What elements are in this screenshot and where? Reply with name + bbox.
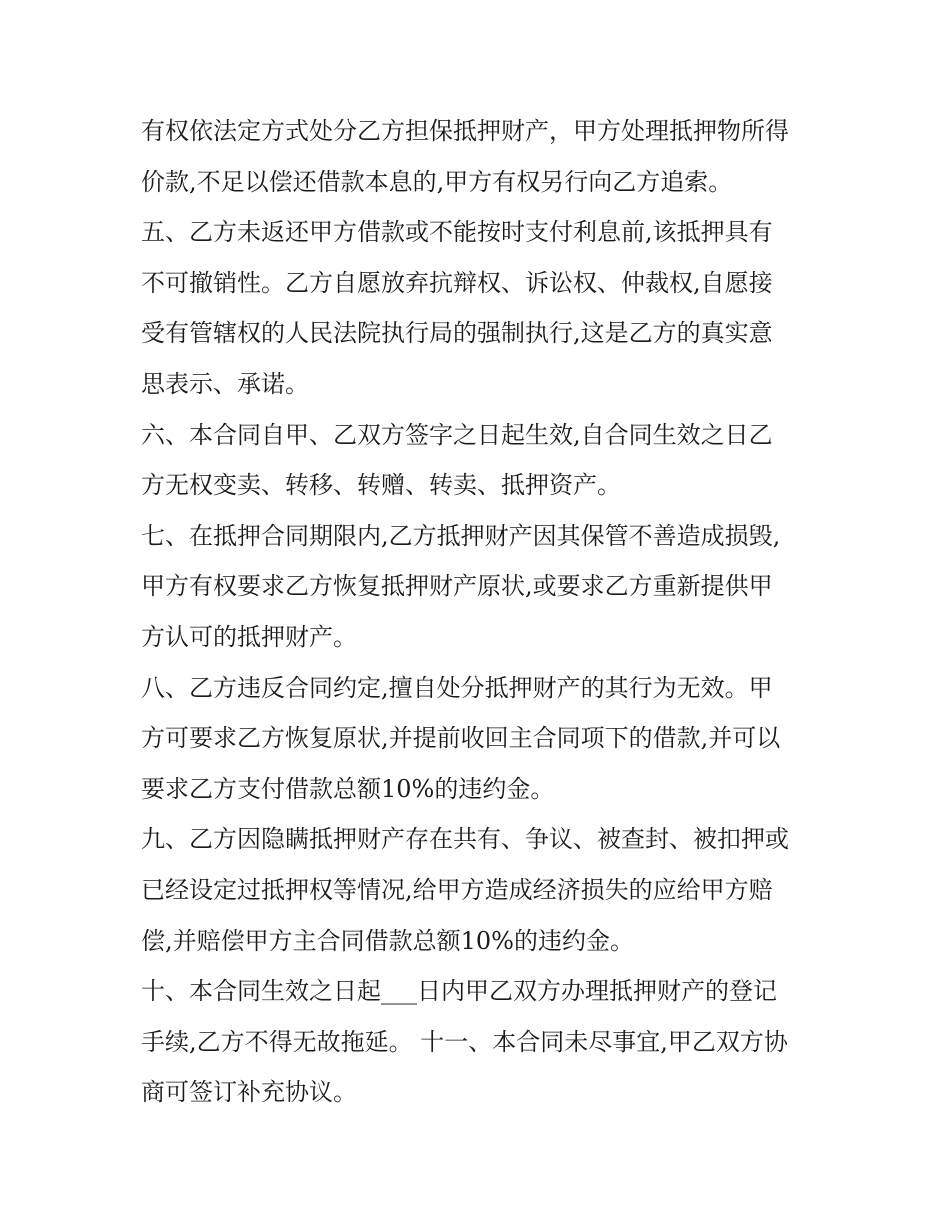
clause-6: [141, 410, 821, 511]
document-body: [141, 106, 821, 1118]
text-line: 七、在抵押合同期限内,乙方抵押财产因其保管不善造成损毁,: [141, 521, 781, 550]
text-line: 方可要求乙方恢复原状,并提前收回主合同项下的借款,并可以: [141, 724, 781, 753]
text-line: 方认可的抵押财产。: [141, 622, 357, 651]
clause-5: [141, 207, 821, 409]
clause-10-11: [141, 966, 821, 1118]
clause-9: [141, 814, 821, 966]
text-line: 方无权变卖、转移、转赠、转卖、抵押资产。: [141, 471, 621, 500]
paragraph-disposal-rights: [141, 106, 821, 207]
text-line: 甲方有权要求乙方恢复抵押财产原状,或要求乙方重新提供甲: [141, 572, 773, 601]
clause-7: [141, 511, 821, 663]
text-line: 六、本合同自甲、乙双方签字之日起生效,自合同生效之日乙: [141, 420, 773, 449]
text-line: 不可撤销性。乙方自愿放弃抗辩权、诉讼权、仲裁权,自愿接: [141, 268, 773, 297]
text-line: 受有管辖权的人民法院执行局的强制执行,这是乙方的真实意: [141, 319, 773, 348]
text-line: 商可签订补充协议。: [141, 1078, 357, 1107]
text-line: 八、乙方违反合同约定,擅自处分抵押财产的其行为无效。甲: [141, 673, 773, 702]
text-line: 手续,乙方不得无故拖延。 十一、本合同未尽事宜,甲乙双方协: [141, 1027, 788, 1056]
text-line: 价款,不足以偿还借款本息的,甲方有权另行向乙方追索。: [141, 167, 733, 196]
text-line: 五、乙方未返还甲方借款或不能按时支付利息前,该抵押具有: [141, 218, 773, 247]
clause-8: [141, 663, 821, 815]
text-line: 已经设定过抵押权等情况,给甲方造成经济损失的应给甲方赔: [141, 875, 773, 904]
text-line: 九、乙方因隐瞒抵押财产存在共有、争议、被查封、被扣押或: [141, 825, 789, 854]
text-line: 偿,并赔偿甲方主合同借款总额10%的违约金。: [141, 926, 634, 955]
text-line: 有权依法定方式处分乙方担保抵押财产，甲方处理抵押物所得: [141, 117, 789, 145]
text-line: 要求乙方支付借款总额10%的违约金。: [141, 774, 555, 803]
text-line: 十、本合同生效之日起___日内甲乙双方办理抵押财产的登记: [141, 977, 777, 1006]
text-line: 思表示、承诺。: [141, 369, 309, 398]
